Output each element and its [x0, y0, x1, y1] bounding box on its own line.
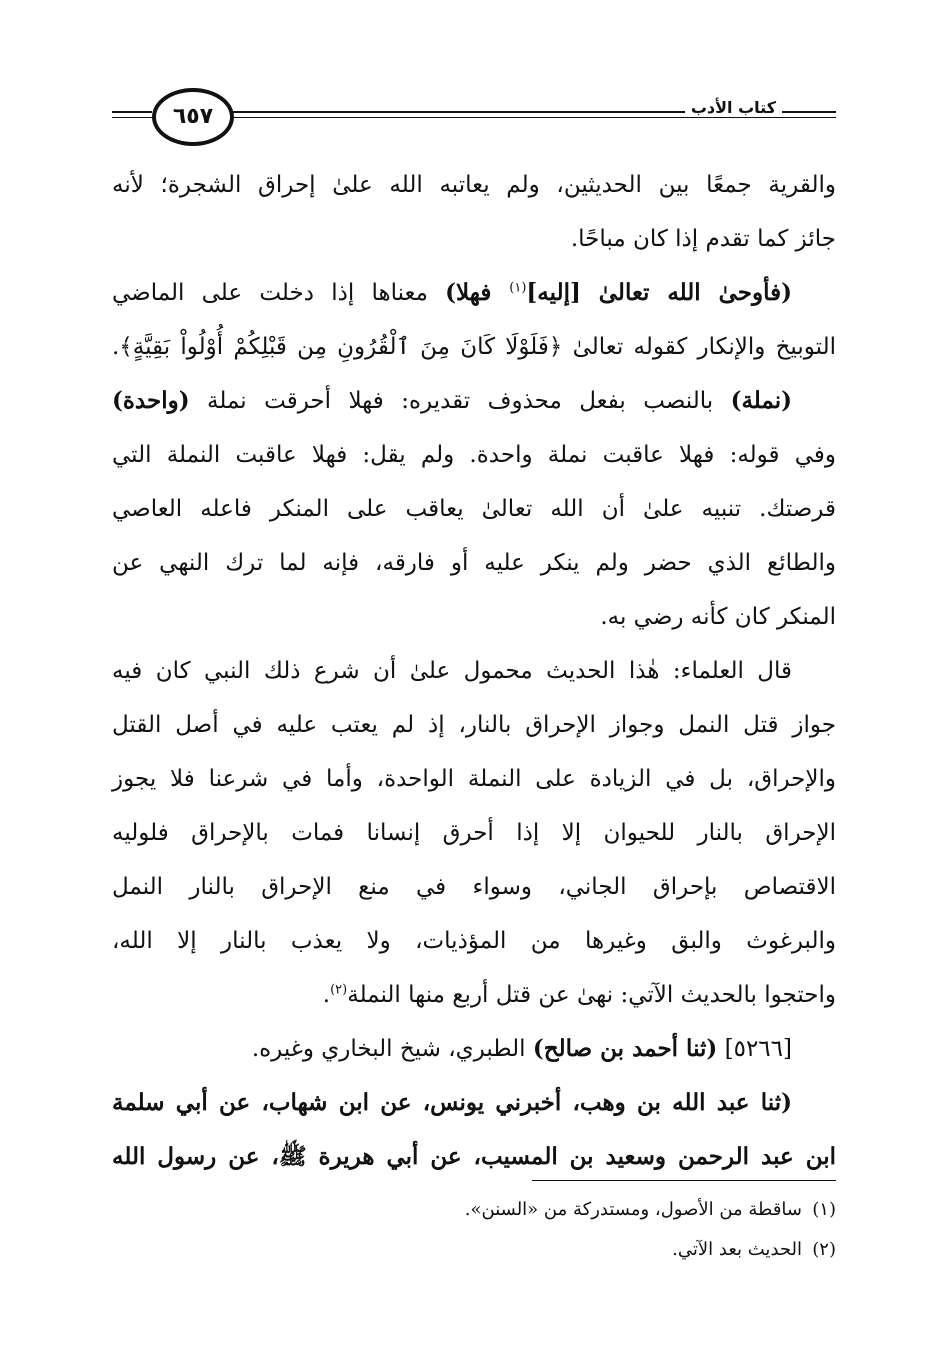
- text-line: (ثنا عبد الله بن وهب، أخبرني يونس، عن ابن شهاب، عن أبي سلمة: [112, 1089, 792, 1116]
- footnote-separator: [532, 1180, 836, 1181]
- hadith-number: [٥٢٦٦]: [717, 1036, 792, 1062]
- text-line: المنكر كان كأنه رضي به.: [600, 604, 836, 630]
- header-rule-left: [112, 111, 152, 113]
- text-line: وفي قوله: فهلا عاقبت نملة واحدة. ولم يقل: فهلا عاقبت النملة التي: [112, 442, 836, 468]
- text-line: والبرغوث والبق وغيرها من المؤذيات، ولا يعذب بالنار إلا الله،: [112, 928, 836, 954]
- text-line: قال العلماء: هٰذا الحديث محمول علىٰ أن شرع ذلك النبي كان فيه: [112, 658, 792, 684]
- text-line: جواز قتل النمل وجواز الإحراق بالنار، إذ لم يعتب عليه في أصل القتل: [112, 712, 836, 738]
- header-rule-left-thin: [112, 117, 152, 118]
- footnote: [112, 1230, 836, 1270]
- text-line: [112, 266, 836, 320]
- page-number: ٦٥٧: [152, 88, 234, 146]
- text-line: والطائع الذي حضر ولم ينكر عليه أو فارقه، فإنه لما ترك النهي عن: [112, 550, 836, 576]
- quoted-text: فهلا): [445, 279, 510, 306]
- commentary-text: بالنصب بفعل محذوف تقديره: فهلا أحرقت نملة: [189, 388, 731, 414]
- text-line: الاقتصاص بإحراق الجاني، وسواء في منع الإحراق بالنار النمل: [112, 874, 836, 900]
- commentary-text: معناها إذا دخلت على الماضي: [112, 280, 446, 306]
- footnote-text: ساقطة من الأصول، ومستدركة من «السنن».: [464, 1199, 802, 1220]
- quoted-text: (فأوحىٰ الله تعالىٰ [إليه]: [526, 279, 792, 306]
- quoted-text: (ثنا أحمد بن صالح): [532, 1035, 718, 1062]
- main-text: [112, 158, 836, 1184]
- footnote: [112, 1190, 836, 1230]
- footnote-ref: (١): [509, 280, 527, 296]
- text-line: [112, 968, 836, 1022]
- chapter-title: كتاب الأدب: [685, 98, 782, 117]
- text-line: [112, 374, 836, 428]
- footnotes: [112, 1190, 836, 1270]
- page-header: [112, 88, 836, 150]
- quoted-text: (واحدة): [112, 387, 190, 414]
- footnote-number: (١): [812, 1199, 836, 1220]
- footnote-ref: (٢): [330, 982, 348, 998]
- footnote-text: الحديث بعد الآتي.: [672, 1239, 802, 1260]
- commentary-text: واحتجوا بالحديث الآتي: نهىٰ عن قتل أربع منها النملة: [347, 982, 836, 1008]
- footnote-number: (٢): [812, 1239, 836, 1260]
- text-line: [112, 1022, 836, 1076]
- header-rule-thin: [228, 117, 836, 118]
- text-line: والقرية جمعًا بين الحديثين، ولم يعاتبه الله علىٰ إحراق الشجرة؛ لأنه: [112, 172, 836, 198]
- text-line: التوبيخ والإنكار كقوله تعالىٰ ﴿فَلَوْلَا كَانَ مِنَ ٱلْقُرُونِ مِن قَبْلِكُمْ أُوْلُواْ بَقِيَّةٍ﴾.: [112, 334, 836, 360]
- text-line: قرصتك. تنبيه علىٰ أن الله تعالىٰ يعاقب على المنكر فاعله العاصي: [112, 496, 836, 522]
- commentary-text: الطبري، شيخ البخاري وغيره.: [251, 1036, 533, 1062]
- text-line: ابن عبد الرحمن وسعيد بن المسيب، عن أبي هريرة ﷺ، عن رسول الله: [112, 1143, 836, 1170]
- commentary-text: .: [322, 982, 331, 1008]
- text-line: الإحراق بالنار للحيوان إلا إذا أحرق إنسانا فمات بالإحراق فلوليه: [112, 820, 836, 846]
- quoted-text: (نملة): [730, 387, 792, 414]
- text-line: جائز كما تقدم إذا كان مباحًا.: [570, 226, 836, 252]
- text-line: والإحراق، بل في الزيادة على النملة الواحدة، وأما في شرعنا فلا يجوز: [112, 766, 836, 792]
